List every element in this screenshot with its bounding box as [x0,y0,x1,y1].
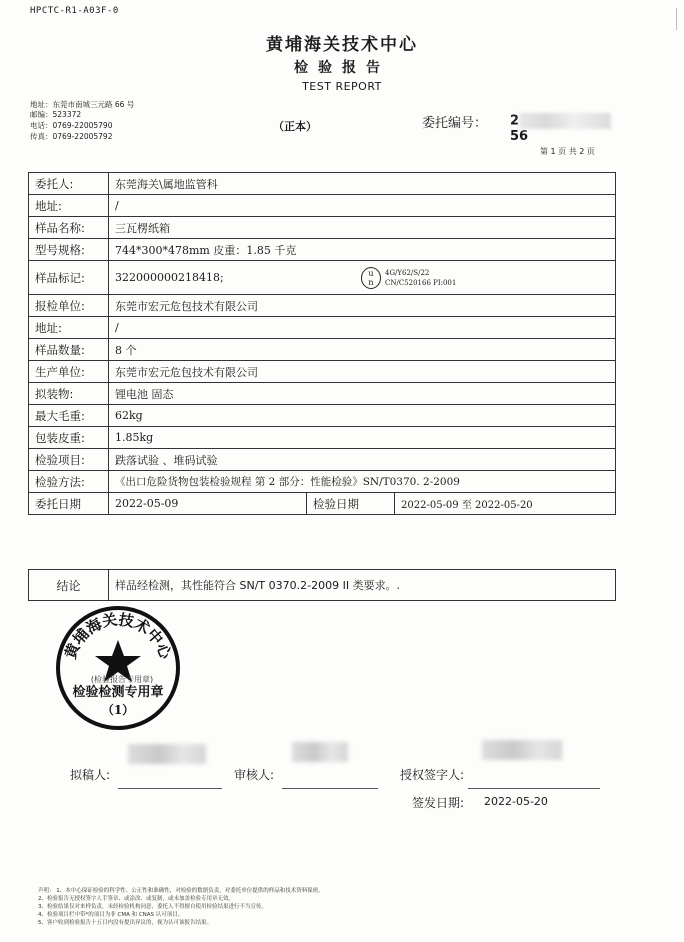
disclaimer-note: 4、检验项目栏中带*的项目为非 CMA 和 CNAS 认可项目。 [38,912,184,918]
table-row [29,361,616,383]
reviewer-signature [292,742,348,762]
row-label: 型号规格: [29,239,109,261]
disclaimer-note: 5、客户收到检验报告十五日内没有提出异议的，视为认可该报告结果。 [38,920,213,926]
row-value: 8 个 [109,339,616,361]
conclusion-text: 样品经检测，其性能符合 SN/T 0370.2-2009 II 类要求。. [109,570,616,601]
table-row [29,471,616,493]
authorized-signature [482,740,562,760]
un-symbol-icon: u n [361,267,381,289]
redacted-block [519,113,611,129]
table-row [29,570,616,601]
authorized-signer-label: 授权签字人: [400,768,465,782]
authorized-line [468,788,600,789]
table-row [29,493,616,515]
issue-date-label: 签发日期: [412,796,465,810]
organization-name: 黄埔海关技术中心 [266,35,418,55]
reviewer-line [282,788,378,789]
row-value: 744*300*478mm 皮重：1.85 千克 [109,239,616,261]
seal-overlay-text: (检验报告专用章) [90,675,154,684]
row-value: / [109,195,616,217]
table-row [29,195,616,217]
entrust-date: 2022-05-09 [109,493,307,515]
drafter-signature [128,744,206,764]
table-row [29,239,616,261]
row-value: 62kg [109,405,616,427]
table-row [29,317,616,339]
table-row [29,295,616,317]
table-row [29,427,616,449]
report-title-en: TEST REPORT [302,80,382,93]
page-number: 第 1 页 共 2 页 [540,147,595,156]
postcode-line: 邮编：523372 [30,110,82,119]
table-row [29,383,616,405]
seal-number: （1） [101,703,135,717]
disclaimer-note: 2、检验报告无授权签字人手签章、或涂改、或复制，或未加盖检验专用章无效。 [38,896,235,902]
row-value: 1.85kg [109,427,616,449]
row-label: 检验方法: [29,471,109,493]
row-value: 东莞市宏元危包技术有限公司 [109,361,616,383]
issue-date: 2022-05-20 [484,795,548,808]
un-packaging-mark [361,267,456,289]
table-row [29,339,616,361]
row-label: 拟装物: [29,383,109,405]
row-value: 东莞市宏元危包技术有限公司 [109,295,616,317]
conclusion-table [28,569,616,601]
table-row [29,217,616,239]
official-seal-icon [54,604,182,732]
conclusion-label: 结论 [29,570,109,601]
entrust-number-label: 委托编号： [422,116,488,131]
disclaimer-note: 声明： 1、本中心保证检验的科学性、公正性和准确性，对检验的数据负责，对委托单位提供的样品和技术资料保密。 [38,888,324,894]
test-date-label: 检验日期 [307,493,395,515]
original-copy-label: （正本） [273,120,317,133]
fax-line: 传真：0769-22005792 [30,132,113,141]
reviewer-label: 审核人: [234,768,275,782]
un-code-line2: CN/C520166 PI:001 [385,278,457,287]
row-label: 地址: [29,317,109,339]
entrust-date-label: 委托日期 [29,493,109,515]
row-label: 样品数量: [29,339,109,361]
row-label: 检验项目: [29,449,109,471]
sample-mark-cell [109,261,616,295]
phone-line: 电话：0769-22005790 [30,121,113,130]
row-label: 样品名称: [29,217,109,239]
document-code: HPCTC-R1-A03F-0 [30,6,119,16]
page-edge-mark [664,8,677,30]
table-row [29,449,616,471]
row-label: 包装皮重: [29,427,109,449]
report-title: 检验报告 [294,60,390,76]
row-value: 322000000218418; [115,271,224,284]
row-label: 最大毛重: [29,405,109,427]
entrust-number-suffix: 56 [510,129,529,144]
report-info-table [28,172,616,515]
un-code-line1: 4G/Y62/S/22 [385,268,430,277]
drafter-label: 拟稿人: [70,768,111,782]
drafter-line [118,788,222,789]
row-value: / [109,317,616,339]
row-label: 样品标记: [29,261,109,295]
row-label: 委托人: [29,173,109,195]
table-row [29,261,616,295]
test-date-range: 2022-05-09 至 2022-05-20 [395,493,616,515]
entrust-number-prefix: 2 [510,113,520,129]
row-value: 《出口危险货物包装检验规程 第 2 部分：性能检验》SN/T0370. 2-2009 [109,471,616,493]
table-row [29,405,616,427]
seal-ring-text: 黄埔海关技术中心 [61,610,175,662]
address-line: 地址：东莞市南城三元路 66 号 [30,100,135,109]
table-row [29,173,616,195]
seal-inner-text: 检验检测专用章 [72,685,164,700]
row-value: 跌落试验 、堆码试验 [109,449,616,471]
row-label: 报检单位: [29,295,109,317]
row-label: 生产单位: [29,361,109,383]
disclaimer-note: 3、检验结果仅对来样负责，未经检验机构同意，委托人不得擅自使用检验结果进行不当宣传。 [38,904,268,910]
row-value: 锂电池 固态 [109,383,616,405]
entrust-number [510,113,628,144]
row-label: 地址: [29,195,109,217]
row-value: 三瓦楞纸箱 [109,217,616,239]
row-value: 东莞海关\属地监管科 [109,173,616,195]
